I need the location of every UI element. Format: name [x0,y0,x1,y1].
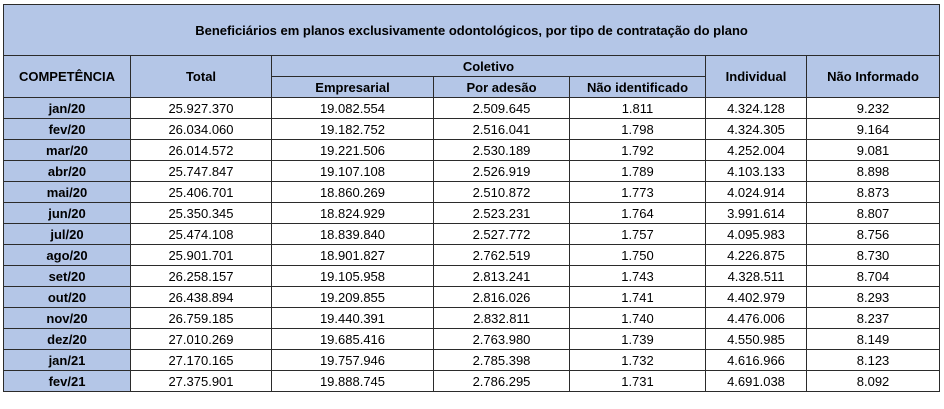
cell-total: 25.350.345 [131,203,272,224]
table-row [4,371,940,392]
cell-nao-identificado: 1.773 [570,182,706,203]
cell-individual: 4.324.305 [706,119,807,140]
cell-por-adesao: 2.516.041 [434,119,570,140]
cell-competencia: out/20 [4,287,131,308]
table-title: Beneficiários em planos exclusivamente odontológicos, por tipo de contratação do plano [4,5,940,56]
cell-nao-informado: 9.164 [807,119,940,140]
cell-empresarial: 19.182.752 [272,119,434,140]
cell-por-adesao: 2.510.872 [434,182,570,203]
table-row [4,203,940,224]
table-row [4,245,940,266]
cell-por-adesao: 2.530.189 [434,140,570,161]
cell-nao-identificado: 1.732 [570,350,706,371]
cell-competencia: abr/20 [4,161,131,182]
cell-total: 25.474.108 [131,224,272,245]
table-row [4,287,940,308]
cell-individual: 4.328.511 [706,266,807,287]
table-row [4,98,940,119]
cell-empresarial: 19.209.855 [272,287,434,308]
cell-competencia: jan/21 [4,350,131,371]
table-row [4,161,940,182]
cell-empresarial: 18.839.840 [272,224,434,245]
cell-nao-identificado: 1.741 [570,287,706,308]
cell-nao-identificado: 1.740 [570,308,706,329]
cell-empresarial: 19.888.745 [272,371,434,392]
cell-competencia: jan/20 [4,98,131,119]
cell-competencia: nov/20 [4,308,131,329]
cell-empresarial: 19.082.554 [272,98,434,119]
header-empresarial: Empresarial [272,77,434,98]
header-competencia: COMPETÊNCIA [4,56,131,98]
cell-empresarial: 19.757.946 [272,350,434,371]
cell-total: 27.170.165 [131,350,272,371]
cell-competencia: jun/20 [4,203,131,224]
cell-por-adesao: 2.813.241 [434,266,570,287]
header-total: Total [131,56,272,98]
cell-total: 26.258.157 [131,266,272,287]
cell-nao-informado: 8.149 [807,329,940,350]
cell-individual: 4.252.004 [706,140,807,161]
cell-total: 26.014.572 [131,140,272,161]
table-row [4,140,940,161]
cell-nao-identificado: 1.731 [570,371,706,392]
table-row [4,266,940,287]
cell-total: 25.747.847 [131,161,272,182]
cell-competencia: ago/20 [4,245,131,266]
cell-total: 27.375.901 [131,371,272,392]
cell-empresarial: 19.685.416 [272,329,434,350]
cell-empresarial: 18.824.929 [272,203,434,224]
cell-nao-identificado: 1.739 [570,329,706,350]
table-row [4,224,940,245]
cell-nao-informado: 9.081 [807,140,940,161]
cell-individual: 4.226.875 [706,245,807,266]
header-nao-identificado: Não identificado [570,77,706,98]
cell-por-adesao: 2.816.026 [434,287,570,308]
cell-individual: 4.402.979 [706,287,807,308]
cell-total: 25.901.701 [131,245,272,266]
cell-nao-identificado: 1.792 [570,140,706,161]
cell-empresarial: 18.860.269 [272,182,434,203]
table-row [4,182,940,203]
cell-total: 25.406.701 [131,182,272,203]
cell-nao-informado: 8.237 [807,308,940,329]
cell-nao-identificado: 1.789 [570,161,706,182]
cell-individual: 4.616.966 [706,350,807,371]
cell-por-adesao: 2.526.919 [434,161,570,182]
cell-total: 26.759.185 [131,308,272,329]
cell-individual: 3.991.614 [706,203,807,224]
table-row [4,119,940,140]
cell-individual: 4.095.983 [706,224,807,245]
cell-competencia: mar/20 [4,140,131,161]
cell-nao-identificado: 1.757 [570,224,706,245]
cell-total: 27.010.269 [131,329,272,350]
cell-nao-identificado: 1.743 [570,266,706,287]
cell-individual: 4.103.133 [706,161,807,182]
cell-individual: 4.324.128 [706,98,807,119]
cell-por-adesao: 2.527.772 [434,224,570,245]
cell-empresarial: 19.221.506 [272,140,434,161]
cell-nao-informado: 8.123 [807,350,940,371]
cell-nao-informado: 8.730 [807,245,940,266]
cell-competencia: jul/20 [4,224,131,245]
cell-individual: 4.691.038 [706,371,807,392]
cell-nao-informado: 8.898 [807,161,940,182]
table-body [4,98,940,392]
cell-individual: 4.476.006 [706,308,807,329]
cell-competencia: fev/21 [4,371,131,392]
cell-por-adesao: 2.762.519 [434,245,570,266]
header-coletivo: Coletivo [272,56,706,77]
cell-por-adesao: 2.763.980 [434,329,570,350]
cell-competencia: set/20 [4,266,131,287]
cell-nao-identificado: 1.811 [570,98,706,119]
cell-nao-identificado: 1.750 [570,245,706,266]
header-nao-informado: Não Informado [807,56,940,98]
header-individual: Individual [706,56,807,98]
beneficiarios-table [3,4,940,392]
cell-nao-informado: 8.756 [807,224,940,245]
cell-nao-identificado: 1.798 [570,119,706,140]
cell-nao-informado: 9.232 [807,98,940,119]
cell-nao-informado: 8.293 [807,287,940,308]
cell-competencia: fev/20 [4,119,131,140]
cell-empresarial: 18.901.827 [272,245,434,266]
cell-nao-informado: 8.873 [807,182,940,203]
cell-individual: 4.024.914 [706,182,807,203]
cell-individual: 4.550.985 [706,329,807,350]
cell-por-adesao: 2.523.231 [434,203,570,224]
cell-empresarial: 19.440.391 [272,308,434,329]
header-por-adesao: Por adesão [434,77,570,98]
cell-empresarial: 19.107.108 [272,161,434,182]
cell-total: 25.927.370 [131,98,272,119]
table-row [4,350,940,371]
cell-por-adesao: 2.786.295 [434,371,570,392]
cell-nao-informado: 8.704 [807,266,940,287]
cell-nao-informado: 8.807 [807,203,940,224]
table-row [4,308,940,329]
cell-total: 26.438.894 [131,287,272,308]
cell-por-adesao: 2.509.645 [434,98,570,119]
cell-competencia: dez/20 [4,329,131,350]
cell-nao-informado: 8.092 [807,371,940,392]
cell-total: 26.034.060 [131,119,272,140]
cell-por-adesao: 2.832.811 [434,308,570,329]
cell-empresarial: 19.105.958 [272,266,434,287]
cell-nao-identificado: 1.764 [570,203,706,224]
table-row [4,329,940,350]
cell-competencia: mai/20 [4,182,131,203]
cell-por-adesao: 2.785.398 [434,350,570,371]
